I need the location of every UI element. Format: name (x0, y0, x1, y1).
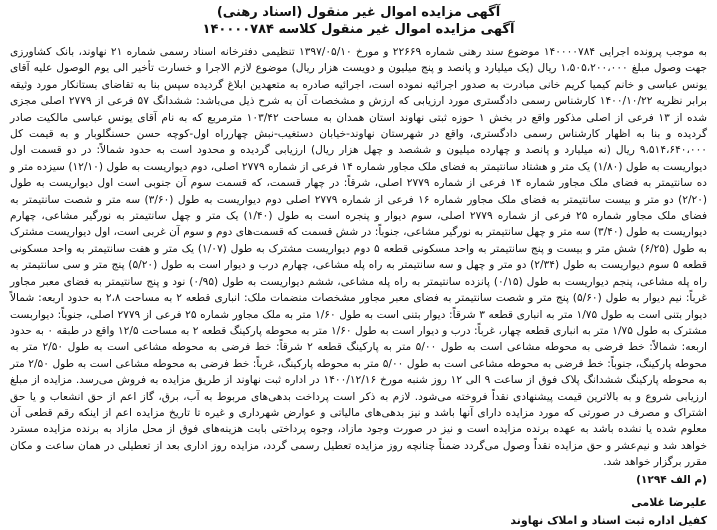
notice-reference: (م الف ۱۲۹۴) (636, 473, 707, 486)
signature-title: کفیل اداره ثبت اسناد و املاک نهاوند (510, 513, 707, 527)
auction-notice (10, 4, 708, 527)
notice-body: به موجب پرونده اجرایی ۱۴۰۰۰۰۷۸۴ موضوع سند رهنی شماره ۲۲۶۶۹ و مورخ ۱۳۹۷/۰۵/۱۰ تنظیمی دفترخانه اسناد رسمی شماره ۲۱ نهاوند، بانک کشاورزی جهت وصول مبلغ ۱،۵۰۵،۲۰۰،۰۰۰ ریال (یک میلیارد و پانصد و پنج میلیون و دویست هزار ریال) موضوع لازم الاجرا و خسارت تأخیر الی یوم الوصول علیه آقای یونس عباسی و خانم کیمیا کریم خانی مبادرت به صدور اجرائیه نموده است، اجرائیه صادره به متعهدین ابلاغ گردیده سپس بنا به تقاضای بستانکار مورد وثیقه برابر نظریه ۱۴۰۰/۱۰/۲۲ کارشناس رسمی دادگستری مورد ارزیابی که ارزش و مشخصات آن به شرح ذیل می‌باشد: ششدانگ ۵۷ فرعی از ۲۷۷۹ اصلی مجزی شده از ۱۳ فرعی از اصلی مذکور واقع در بخش ۱ حوزه ثبتی نهاوند استان همدان به مساحت ۱۰۳/۴۲ مترمربع که به نام آقای یونس عباسی مالکیت صادر گردیده و بنا به اظهار کارشناس رسمی دادگستری، واقع در شهرستان نهاوند-خیابان دستغیب-نبش چهارراه اول-کوچه حسن حسنگلوبار و به قیمت کل ۹،۵۱۴،۶۴۰،۰۰۰ ریال (نه میلیارد و پانصد و چهارده میلیون و ششصد و چهل هزار ریال) ارزیابی گردیده و محدود است به حدود شمالاً: در دو قسمت اول دیواریست به طول (۱/۸۰) یک متر و هشتاد سانتیمتر به فضای ملک مجاور شماره ۱۴ فرعی از شماره ۲۷۷۹ اصلی، دوم دیواریست به طول (۱۲/۱۰) سیزده متر و ده سانتیمتر به فضای ملک مجاور شماره ۱۴ فرعی از شماره ۲۷۷۹ اصلی، شرقاً: در چهار قسمت، که قسمت سوم آن جنوبی است اول دیواریست به طول (۲/۲۰) دو متر و بیست سانتیمتر به فضای ملک مجاور شماره ۱۶ فرعی از شماره ۲۷۷۹ اصلی دوم دیواریست به طول (۳/۶۰) سه متر و شصت سانتیمتر به فضای ملک مجاور شماره ۲۵ فرعی از شماره ۲۷۷۹ اصلی، سوم دیوار و پنجره است به طول (۱/۴۰) یک متر و چهل سانتیمتر به نورگیر مشاعی، چهارم دیواریست به طول (۳/۴۰) سه متر و چهل سانتیمتر به نورگیر مشاعی، جنوباً: در شش قسمت که قسمت‌های دوم و سوم آن غربی است، اول دیواریست مشترک به طول (۶/۲۵) شش متر و بیست و پنج سانتیمتر به واحد مسکونی قطعه ۵ دوم دیواریست مشترک به طول (۱/۰۷) یک متر و هفت سانتیمتر به واحد مسکونی قطعه ۵ سوم دیواریست به طول (۲/۳۴) دو متر و چهل و سه سانتیمتر به راه پله مشاعی، چهارم درب و دیوار است به طول (۵/۲۰) پنج متر و سی سانتیمتر به راه پله مشاعی، پنجم دیواریست به طول (۰/۱۵) پانزده سانتیمتر به راه پله مشاعی، ششم دیواریست به طول (۰/۹۵) نود و پنج سانتیمتر به فضای معبر مجاور غرباً: نیم دیوار به طول (۵/۶۰) پنج متر و شصت سانتیمتر به فضای معبر مجاور مشخصات منضمات ملک: انباری قطعه ۲ به مساحت ۲،۸ به حدود اربعه: شمالاً دیوار بتنی است به طول ۱/۷۵ متر به انباری قطعه ۳ شرقاً: دیوار بتنی است به طول ۱/۶۰ متر به ملک مجاور شماره ۲۵ فرعی از ۲۷۷۹ اصلی، جنوباً: دیواربست مشترک به طول ۱/۷۵ متر به انباری قطعه چهار، غرباً: درب و دیوار است به طول ۱/۶۰ متر به محوطه پارکینگ قطعه ۲ به مساحت ۱۲/۵ واقع در طبقه ۰ به حدود اربعه: شمالاً: خط فرضی به محوطه مشاعی است به طول ۵/۰۰ متر به پارکینگ قطعه ۲ شرقاً: خط فرضی به محوطه مشاعی است به طول ۲/۵۰ متر به محوطه پارکینگ، جنوباً: خط فرضی به محوطه مشاعی است به طول ۵/۰۰ متر به محوطه پارکینگ، غرباً: خط فرضی به محوطه مشاعی است به طول ۲/۵۰ متر به محوطه پارکینگ ششدانگ پلاک فوق از ساعت ۹ الی ۱۲ روز شنبه مورخ ۱۴۰۰/۱۲/۱۶ در اداره ثبت نهاوند از طریق مزایده به فروش می‌رسد. مزایده از مبلغ ارزیابی شروع و به بالاترین قیمت پیشنهادی نقداً فروخته می‌شود. لازم به ذکر است پرداخت بدهی‌های مربوط به آب، برق، گاز اعم از حق انشعاب و یا حق اشتراک و مصرف در صورتی که مورد مزایده دارای آنها باشد و نیز بدهی‌های مالیاتی و عوارض شهرداری و غیره تا تاریخ مزایده اعم از اینکه رقم قطعی آن معلوم شده یا نشده باشد به عهده برنده مزایده است و نیز در صورت وجود مازاد، وجوه پرداختی بابت هزینه‌های فوق از محل مازاد به برنده مزایده مسترد خواهد شد و نیم‌عشر و حق مزایده نقداً وصول می‌گردد ضمناً چنانچه روز مزایده تعطیل رسمی گردد، مزایده روز اداری بعد از تعطیلی در همان ساعت و مکان مقرر برگزار خواهد شد. (10, 46, 708, 469)
notice-title: آگهی مزایده اموال غیر منقول (اسناد رهنی) (216, 5, 501, 20)
notice-subtitle: آگهی مزایده اموال غیر منقول کلاسه ۱۴۰۰۰۰۷۸۴ (202, 22, 515, 37)
signature-block (10, 494, 707, 530)
notice-headings (10, 4, 707, 38)
signature-name: علیرضا غلامی (631, 495, 707, 509)
